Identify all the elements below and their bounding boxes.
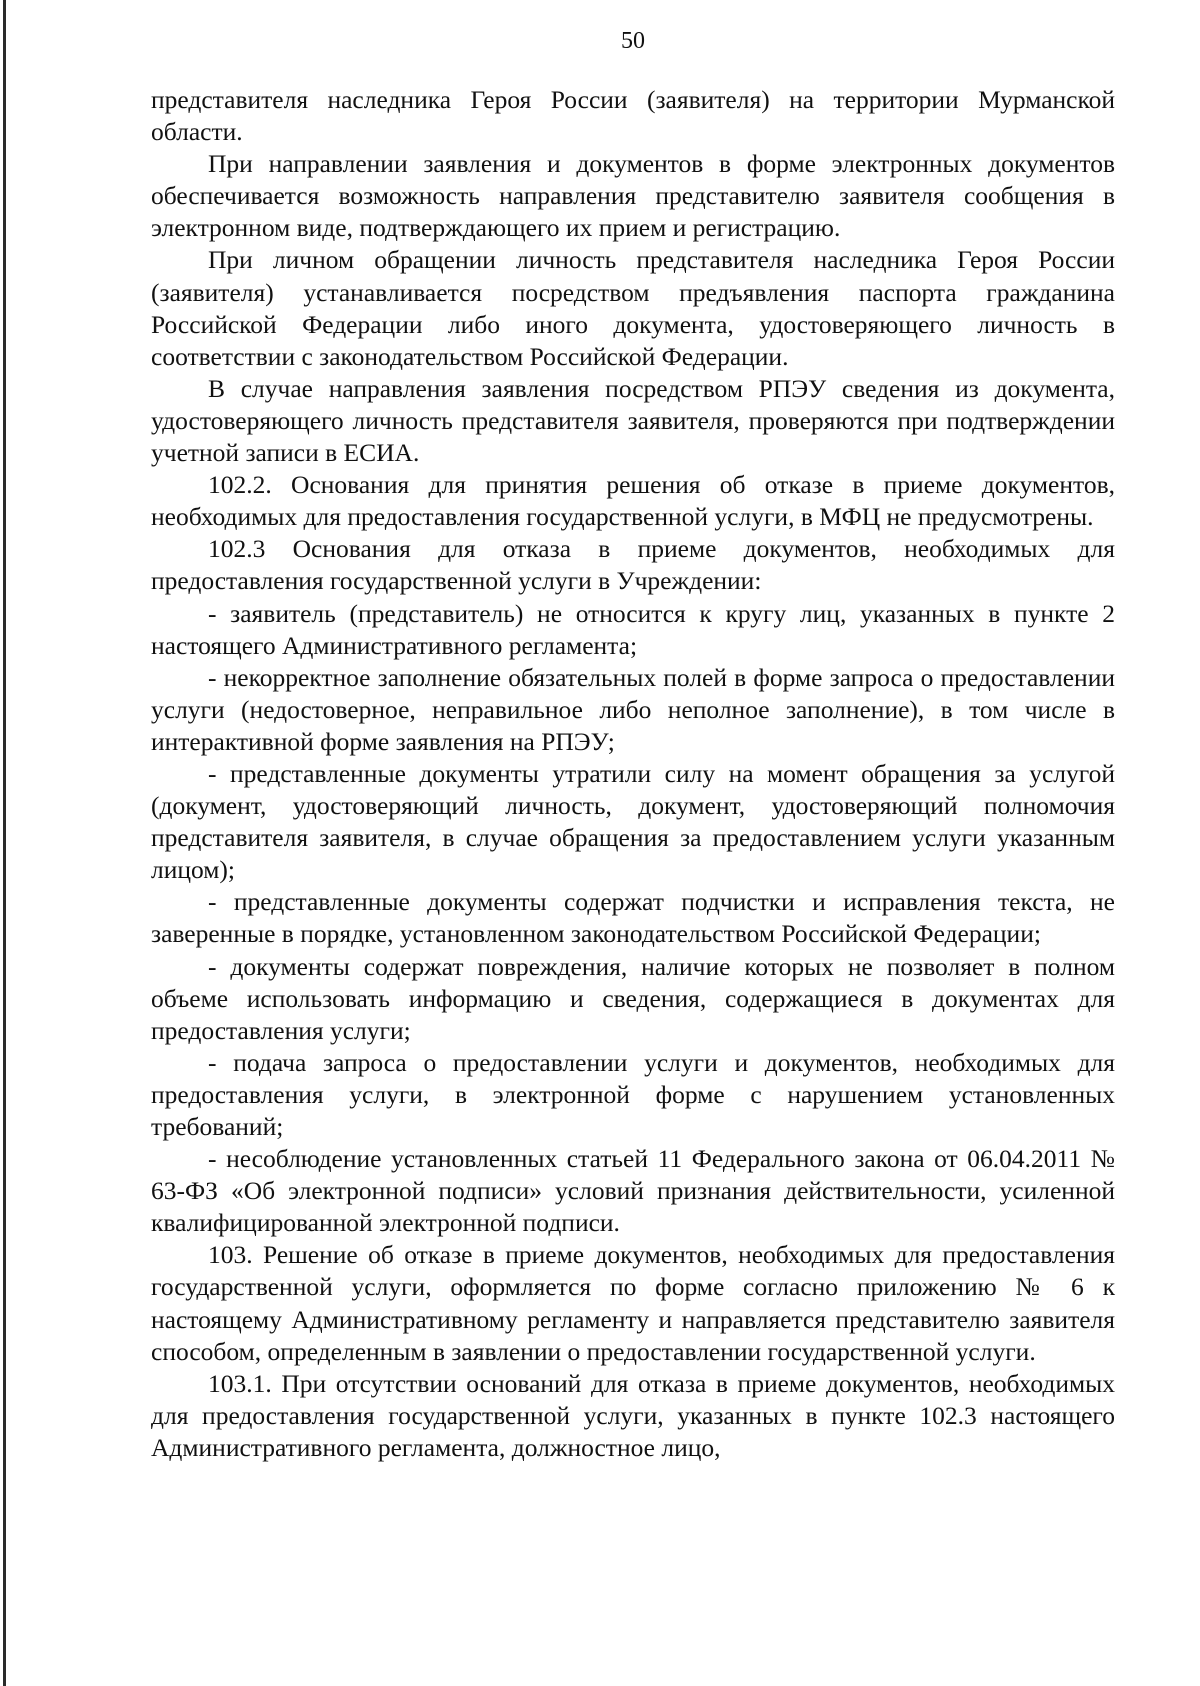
- paragraph: 103. Решение об отказе в приеме документов, необходимых для предоставления государственной услуги, оформляется по форме согласно приложению № 6 к настоящему Административному регламенту и направляется представителю заявителя способом, определенным в заявлении о предоставлении государственной услуги.: [151, 1240, 1115, 1366]
- list-item: - документы содержат повреждения, наличие которых не позволяет в полном объеме использовать информацию и сведения, содержащиеся в документах для предоставления услуги;: [151, 951, 1115, 1045]
- list-item: - представленные документы утратили силу на момент обращения за услугой (документ, удостоверяющий личность, документ, удостоверяющий полномочия представителя заявителя, в случае обращения за предоставлением услуги указанным лицом);: [151, 758, 1115, 885]
- paragraph: В случае направления заявления посредством РПЭУ сведения из документа, удостоверяющего личность представителя заявителя, проверяются при подтверждении учетной записи в ЕСИА.: [151, 373, 1115, 468]
- list-item: - представленные документы содержат подчистки и исправления текста, не заверенные в порядке, установленном законодательством Российской Федерации;: [151, 887, 1115, 949]
- paragraph: При личном обращении личность представителя наследника Героя России (заявителя) устанавливается посредством предъявления паспорта гражданина Российской Федерации либо иного документа, удостоверяющего личность в соответствии с законодательством Российской Федерации.: [151, 245, 1115, 371]
- paragraph: 102.2. Основания для принятия решения об отказе в приеме документов, необходимых для предоставления государственной услуги, в МФЦ не предусмотрены.: [151, 470, 1115, 532]
- list-item: - несоблюдение установленных статьей 11 Федерального закона от 06.04.2011 № 63-ФЗ «Об электронной подписи» условий признания действительности, усиленной квалифицированной электронной подписи.: [151, 1144, 1115, 1238]
- list-item: - подача запроса о предоставлении услуги и документов, необходимых для предоставления услуги, в электронной форме с нарушением установленных требований;: [151, 1047, 1115, 1141]
- list-item: - некорректное заполнение обязательных полей в форме запроса о предоставлении услуги (недостоверное, неправильное либо неполное заполнение), в том числе в интерактивной форме заявления на РПЭУ;: [151, 662, 1115, 756]
- list-item: - заявитель (представитель) не относится к кругу лиц, указанных в пункте 2 настоящего Административного регламента;: [151, 598, 1115, 660]
- page-number: 50: [621, 28, 645, 54]
- paragraph: 102.3 Основания для отказа в приеме документов, необходимых для предоставления государственной услуги в Учреждении:: [151, 534, 1115, 596]
- scan-edge: [3, 0, 6, 1686]
- paragraph: При направлении заявления и документов в форме электронных документов обеспечивается возможность направления представителю заявителя сообщения в электронном виде, подтверждающего их прием и регистрацию.: [151, 149, 1115, 243]
- document-body: [151, 84, 1115, 1464]
- paragraph: представителя наследника Героя России (заявителя) на территории Мурманской области.: [151, 85, 1115, 147]
- paragraph: 103.1. При отсутствии оснований для отказа в приеме документов, необходимых для предоставления государственной услуги, указанных в пункте 102.3 настоящего Административного регламента, должностное лицо,: [151, 1368, 1115, 1462]
